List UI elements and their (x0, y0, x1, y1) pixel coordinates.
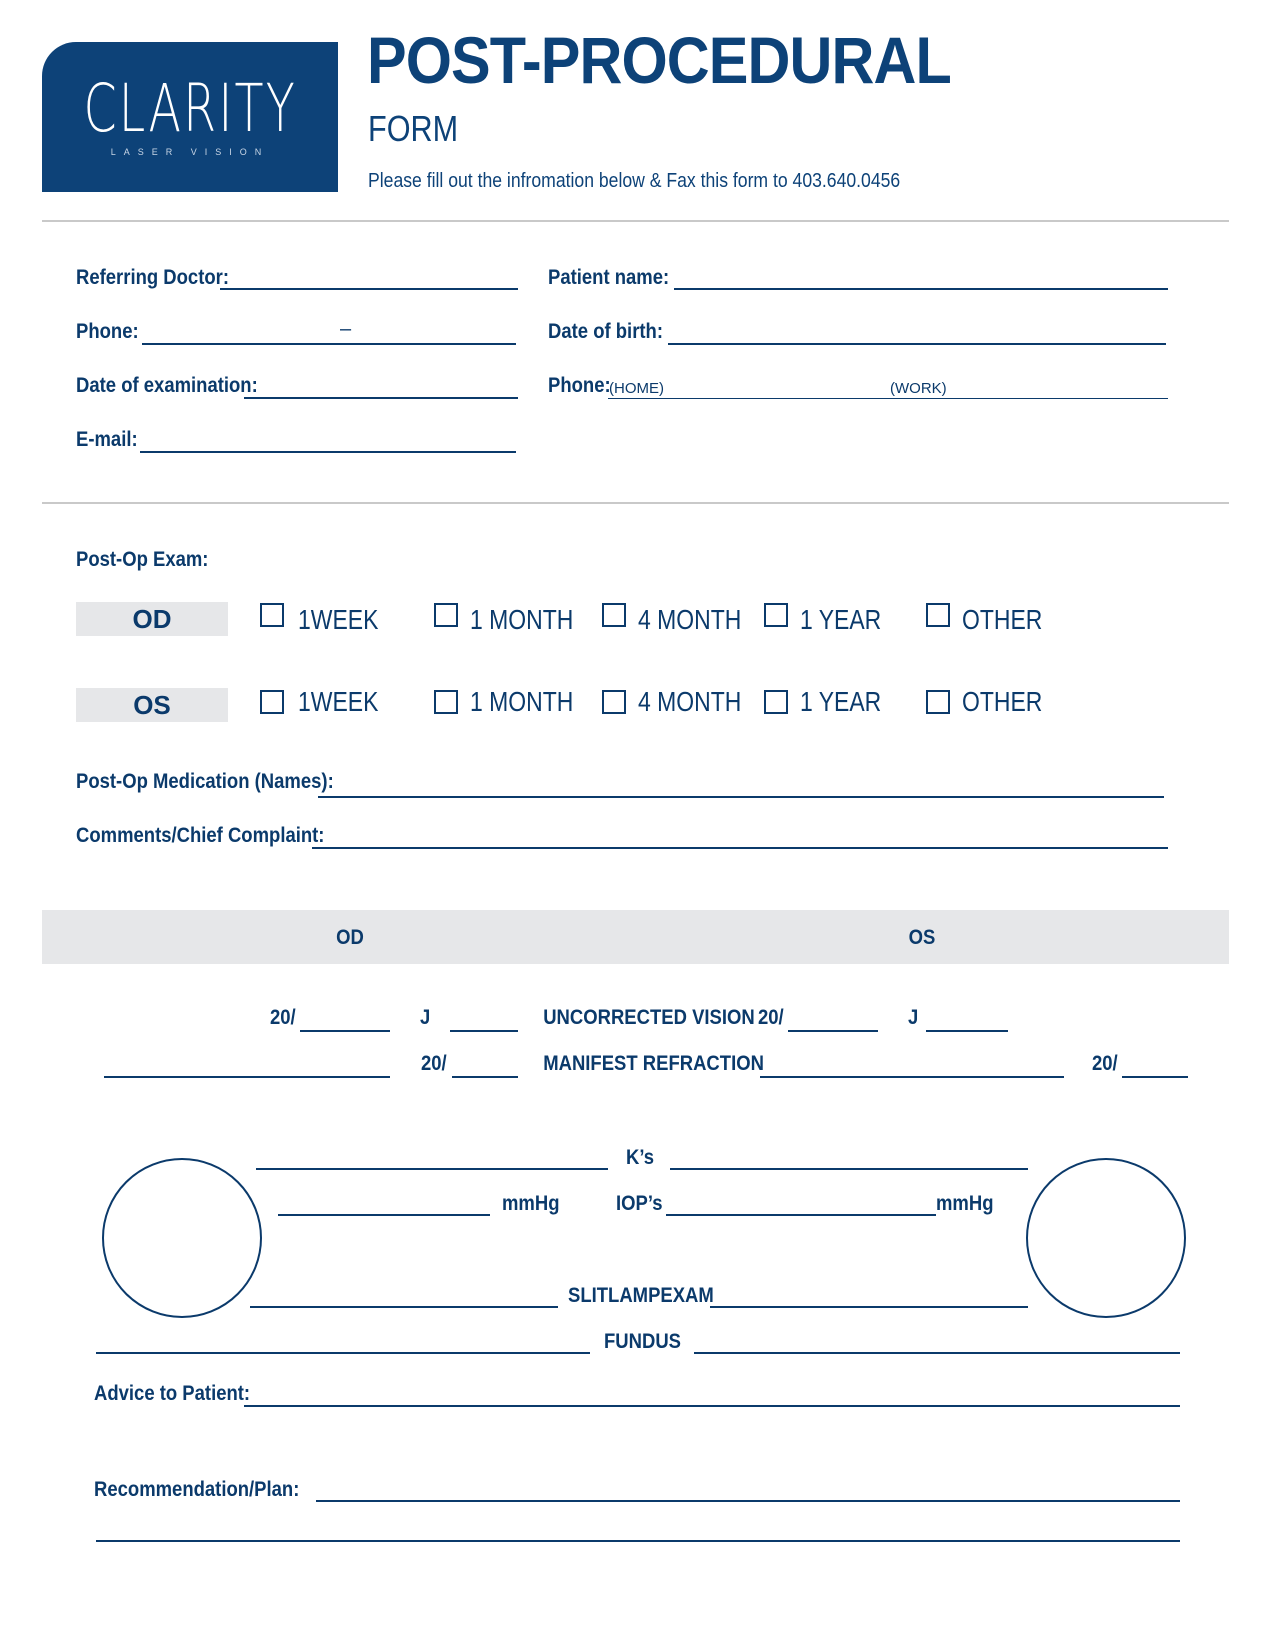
patient-name-field[interactable] (674, 288, 1168, 290)
od-mmhg-unit: mmHg (502, 1192, 560, 1215)
od-iop-field[interactable] (278, 1214, 490, 1216)
referring-doctor-label: Referring Doctor: (76, 266, 229, 289)
os-uncorrected-j-prefix: J (908, 1006, 919, 1029)
od-column-header: OD (336, 926, 364, 949)
patient-phone-label: Phone: (548, 374, 611, 397)
os-4month-label: 4 MONTH (638, 686, 742, 717)
os-uncorrected-va-prefix: 20/ (758, 1006, 784, 1029)
od-4month-checkbox[interactable] (602, 603, 626, 627)
os-1year-checkbox[interactable] (764, 690, 788, 714)
advice-label: Advice to Patient: (94, 1382, 251, 1405)
logo-tagline: LASER VISION (110, 147, 270, 157)
os-4month-checkbox[interactable] (602, 690, 626, 714)
od-1month-label: 1 MONTH (470, 604, 574, 635)
home-phone-label: (HOME) (609, 380, 664, 397)
od-uncorrected-va-field[interactable] (300, 1030, 390, 1032)
patient-name-label: Patient name: (548, 266, 670, 289)
od-1month-checkbox[interactable] (434, 603, 458, 627)
patient-phone-field[interactable] (608, 398, 1168, 399)
os-column-header: OS (908, 926, 936, 949)
od-1year-label: 1 YEAR (800, 604, 882, 635)
slitlamp-exam-label: SLITLAMPEXAM (568, 1284, 714, 1307)
manifest-refraction-label: MANIFEST REFRACTION (543, 1052, 764, 1075)
medication-field[interactable] (318, 796, 1164, 798)
os-1week-checkbox[interactable] (260, 690, 284, 714)
os-manifest-va-field[interactable] (1122, 1076, 1188, 1078)
iop-label: IOP’s (616, 1192, 663, 1215)
clarity-logo (42, 42, 338, 192)
divider-top (42, 220, 1229, 222)
page-title: POST-PROCEDURAL (367, 23, 951, 97)
recommendation-plan-field-2[interactable] (96, 1540, 1180, 1542)
eye-header-band (42, 910, 1229, 964)
os-ks-field[interactable] (670, 1168, 1028, 1170)
od-manifest-refraction-field[interactable] (104, 1076, 390, 1078)
os-eye-drawing-circle[interactable] (1026, 1158, 1186, 1318)
od-slitlamp-field[interactable] (250, 1306, 558, 1308)
dob-label: Date of birth: (548, 320, 663, 343)
os-manifest-va-prefix: 20/ (1092, 1052, 1118, 1075)
od-ks-field[interactable] (256, 1168, 608, 1170)
os-other-label: OTHER (962, 686, 1043, 717)
os-fundus-field[interactable] (694, 1352, 1180, 1354)
od-row-tag: OD (76, 602, 228, 636)
od-uncorrected-va-prefix: 20/ (270, 1006, 296, 1029)
od-uncorrected-j-prefix: J (420, 1006, 431, 1029)
referring-doctor-field[interactable] (220, 288, 518, 290)
logo-wordmark: CLARITY (83, 70, 297, 147)
dob-field[interactable] (668, 343, 1166, 345)
od-4month-label: 4 MONTH (638, 604, 742, 635)
doctor-phone-label: Phone: (76, 320, 139, 343)
advice-field[interactable] (244, 1405, 1180, 1407)
od-other-checkbox[interactable] (926, 603, 950, 627)
phone-separator: – (340, 318, 352, 340)
uncorrected-vision-label: UNCORRECTED VISION (543, 1006, 755, 1029)
os-row-tag: OS (76, 688, 228, 722)
email-field[interactable] (140, 451, 516, 453)
os-other-checkbox[interactable] (926, 690, 950, 714)
os-manifest-refraction-field[interactable] (760, 1076, 1064, 1078)
od-1week-checkbox[interactable] (260, 603, 284, 627)
od-1year-checkbox[interactable] (764, 603, 788, 627)
fax-instruction: Please fill out the infromation below & Fax this form to 403.640.0456 (368, 170, 901, 192)
os-1month-checkbox[interactable] (434, 690, 458, 714)
od-other-label: OTHER (962, 604, 1043, 635)
doctor-phone-field[interactable] (142, 343, 516, 345)
medication-label: Post-Op Medication (Names): (76, 770, 334, 793)
email-label: E-mail: (76, 428, 138, 451)
comments-label: Comments/Chief Complaint: (76, 824, 325, 847)
page-subtitle: FORM (368, 108, 459, 149)
od-eye-drawing-circle[interactable] (102, 1158, 262, 1318)
os-1year-label: 1 YEAR (800, 686, 882, 717)
recommendation-plan-label: Recommendation/Plan: (94, 1478, 300, 1501)
os-slitlamp-field[interactable] (710, 1306, 1028, 1308)
postop-exam-label: Post-Op Exam: (76, 548, 209, 571)
os-uncorrected-va-field[interactable] (788, 1030, 878, 1032)
recommendation-plan-field[interactable] (316, 1500, 1180, 1502)
os-mmhg-unit: mmHg (936, 1192, 994, 1215)
comments-field[interactable] (312, 847, 1168, 849)
ks-label: K’s (626, 1146, 655, 1169)
exam-date-label: Date of examination: (76, 374, 258, 397)
od-uncorrected-j-field[interactable] (450, 1030, 518, 1032)
os-1week-label: 1WEEK (298, 686, 379, 717)
os-uncorrected-j-field[interactable] (926, 1030, 1008, 1032)
os-iop-field[interactable] (666, 1214, 936, 1216)
fundus-label: FUNDUS (604, 1330, 681, 1353)
work-phone-label: (WORK) (890, 380, 947, 397)
od-1week-label: 1WEEK (298, 604, 379, 635)
od-manifest-va-field[interactable] (452, 1076, 518, 1078)
divider-middle (42, 502, 1229, 504)
od-manifest-va-prefix: 20/ (421, 1052, 447, 1075)
os-1month-label: 1 MONTH (470, 686, 574, 717)
exam-date-field[interactable] (244, 397, 518, 399)
od-fundus-field[interactable] (96, 1352, 590, 1354)
